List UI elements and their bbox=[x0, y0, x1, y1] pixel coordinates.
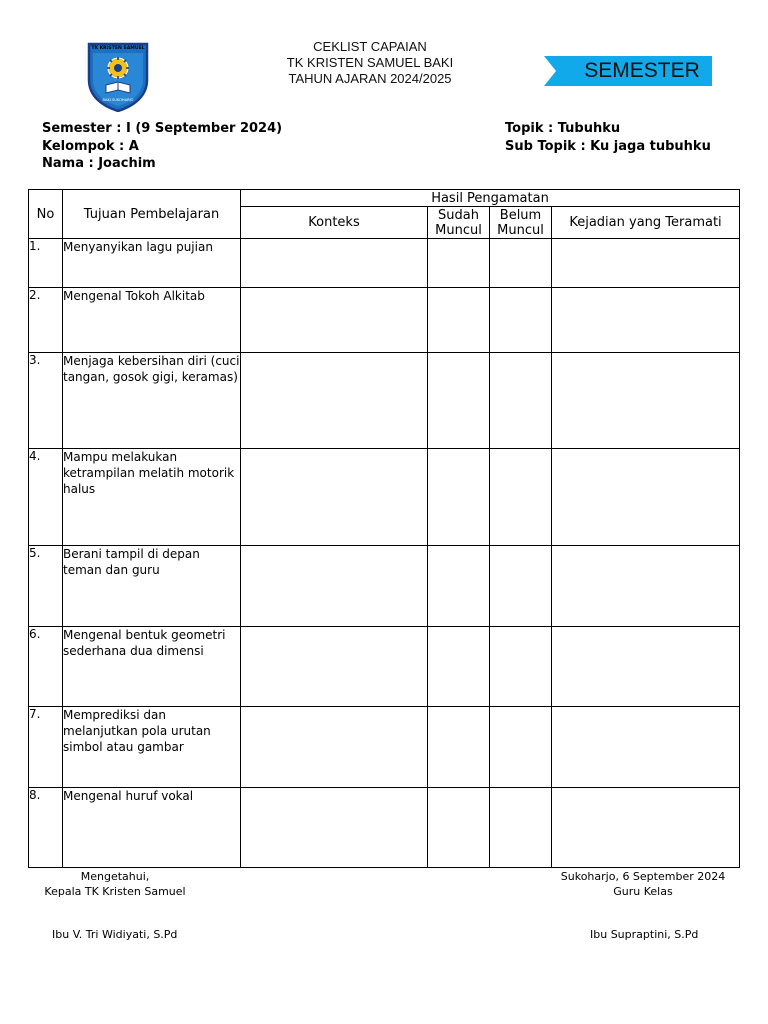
row-number: 8. bbox=[29, 788, 63, 868]
kepala-label: Kepala TK Kristen Samuel bbox=[44, 885, 186, 898]
kejadian-cell[interactable] bbox=[552, 353, 740, 449]
headmaster-name: Ibu V. Tri Widiyati, S.Pd bbox=[52, 928, 178, 941]
belum-muncul-cell[interactable] bbox=[490, 239, 552, 288]
title-line-3: TAHUN AJARAN 2024/2025 bbox=[288, 71, 452, 86]
sub-topik-field: Sub Topik : Ku jaga tubuhku bbox=[505, 138, 711, 154]
row-number: 3. bbox=[29, 353, 63, 449]
row-number: 7. bbox=[29, 707, 63, 788]
logo-bottom-text: BAKI SUKOHARJO bbox=[102, 98, 134, 102]
belum-muncul-cell[interactable] bbox=[490, 788, 552, 868]
table-row bbox=[29, 288, 740, 353]
kejadian-cell[interactable] bbox=[552, 707, 740, 788]
row-number: 6. bbox=[29, 627, 63, 707]
table-row bbox=[29, 353, 740, 449]
table-row bbox=[29, 627, 740, 707]
header-kejadian: Kejadian yang Teramati bbox=[552, 207, 740, 239]
belum-muncul-cell[interactable] bbox=[490, 353, 552, 449]
footer-left bbox=[30, 869, 200, 899]
checklist-table bbox=[28, 189, 740, 868]
semester-banner-label: SEMESTER bbox=[584, 59, 700, 82]
kejadian-cell[interactable] bbox=[552, 788, 740, 868]
header-no: No bbox=[29, 190, 63, 239]
row-tujuan: Mengenal huruf vokal bbox=[63, 788, 241, 868]
topic-info bbox=[505, 120, 711, 155]
row-tujuan: Memprediksi dan melanjutkan pola urutan simbol atau gambar bbox=[63, 707, 241, 788]
title-line-1: CEKLIST CAPAIAN bbox=[313, 39, 427, 54]
date-place-label: Sukoharjo, 6 September 2024 bbox=[560, 870, 726, 883]
row-number: 2. bbox=[29, 288, 63, 353]
kejadian-cell[interactable] bbox=[552, 288, 740, 353]
kejadian-cell[interactable] bbox=[552, 449, 740, 546]
belum-muncul-cell[interactable] bbox=[490, 449, 552, 546]
sudah-muncul-cell[interactable] bbox=[428, 788, 490, 868]
konteks-cell[interactable] bbox=[241, 788, 428, 868]
school-logo bbox=[86, 40, 150, 112]
mengetahui-label: Mengetahui, bbox=[80, 870, 150, 883]
kejadian-cell[interactable] bbox=[552, 239, 740, 288]
row-tujuan: Menyanyikan lagu pujian bbox=[63, 239, 241, 288]
guru-kelas-label: Guru Kelas bbox=[613, 885, 673, 898]
belum-muncul-cell[interactable] bbox=[490, 627, 552, 707]
konteks-cell[interactable] bbox=[241, 449, 428, 546]
sudah-muncul-cell[interactable] bbox=[428, 707, 490, 788]
kelompok-field: Kelompok : A bbox=[42, 138, 139, 154]
header-hasil-pengamatan: Hasil Pengamatan bbox=[241, 190, 740, 207]
konteks-cell[interactable] bbox=[241, 239, 428, 288]
table-row bbox=[29, 707, 740, 788]
teacher-name: Ibu Supraptini, S.Pd bbox=[590, 928, 699, 941]
semester-field: Semester : I (9 September 2024) bbox=[42, 121, 283, 136]
row-tujuan: Mengenal Tokoh Alkitab bbox=[63, 288, 241, 353]
nama-field: Nama : Joachim bbox=[42, 156, 156, 171]
row-tujuan: Berani tampil di depan teman dan guru bbox=[63, 546, 241, 627]
belum-muncul-cell[interactable] bbox=[490, 288, 552, 353]
kejadian-cell[interactable] bbox=[552, 627, 740, 707]
header-belum-muncul: Belum Muncul bbox=[490, 207, 552, 239]
row-tujuan: Mengenal bentuk geometri sederhana dua dimensi bbox=[63, 627, 241, 707]
table-row bbox=[29, 546, 740, 627]
konteks-cell[interactable] bbox=[241, 627, 428, 707]
konteks-cell[interactable] bbox=[241, 546, 428, 627]
header-konteks: Konteks bbox=[241, 207, 428, 239]
sudah-muncul-cell[interactable] bbox=[428, 288, 490, 353]
sudah-muncul-cell[interactable] bbox=[428, 449, 490, 546]
student-info bbox=[42, 120, 282, 173]
document-title bbox=[250, 39, 490, 87]
row-number: 5. bbox=[29, 546, 63, 627]
topik-field: Topik : Tubuhku bbox=[505, 121, 621, 136]
sudah-muncul-cell[interactable] bbox=[428, 353, 490, 449]
sudah-muncul-cell[interactable] bbox=[428, 546, 490, 627]
table-row bbox=[29, 239, 740, 288]
belum-muncul-cell[interactable] bbox=[490, 546, 552, 627]
belum-muncul-cell[interactable] bbox=[490, 707, 552, 788]
konteks-cell[interactable] bbox=[241, 288, 428, 353]
table-row bbox=[29, 788, 740, 868]
row-number: 1. bbox=[29, 239, 63, 288]
row-tujuan: Mampu melakukan ketrampilan melatih motorik halus bbox=[63, 449, 241, 546]
konteks-cell[interactable] bbox=[241, 353, 428, 449]
footer-right bbox=[548, 869, 738, 899]
header-tujuan: Tujuan Pembelajaran bbox=[63, 190, 241, 239]
row-number: 4. bbox=[29, 449, 63, 546]
row-tujuan: Menjaga kebersihan diri (cuci tangan, gosok gigi, keramas) bbox=[63, 353, 241, 449]
table-row bbox=[29, 449, 740, 546]
sudah-muncul-cell[interactable] bbox=[428, 627, 490, 707]
sudah-muncul-cell[interactable] bbox=[428, 239, 490, 288]
title-line-2: TK KRISTEN SAMUEL BAKI bbox=[286, 55, 454, 70]
header-sudah-muncul: Sudah Muncul bbox=[428, 207, 490, 239]
konteks-cell[interactable] bbox=[241, 707, 428, 788]
kejadian-cell[interactable] bbox=[552, 546, 740, 627]
logo-top-text: TK KRISTEN SAMUEL bbox=[91, 46, 145, 51]
